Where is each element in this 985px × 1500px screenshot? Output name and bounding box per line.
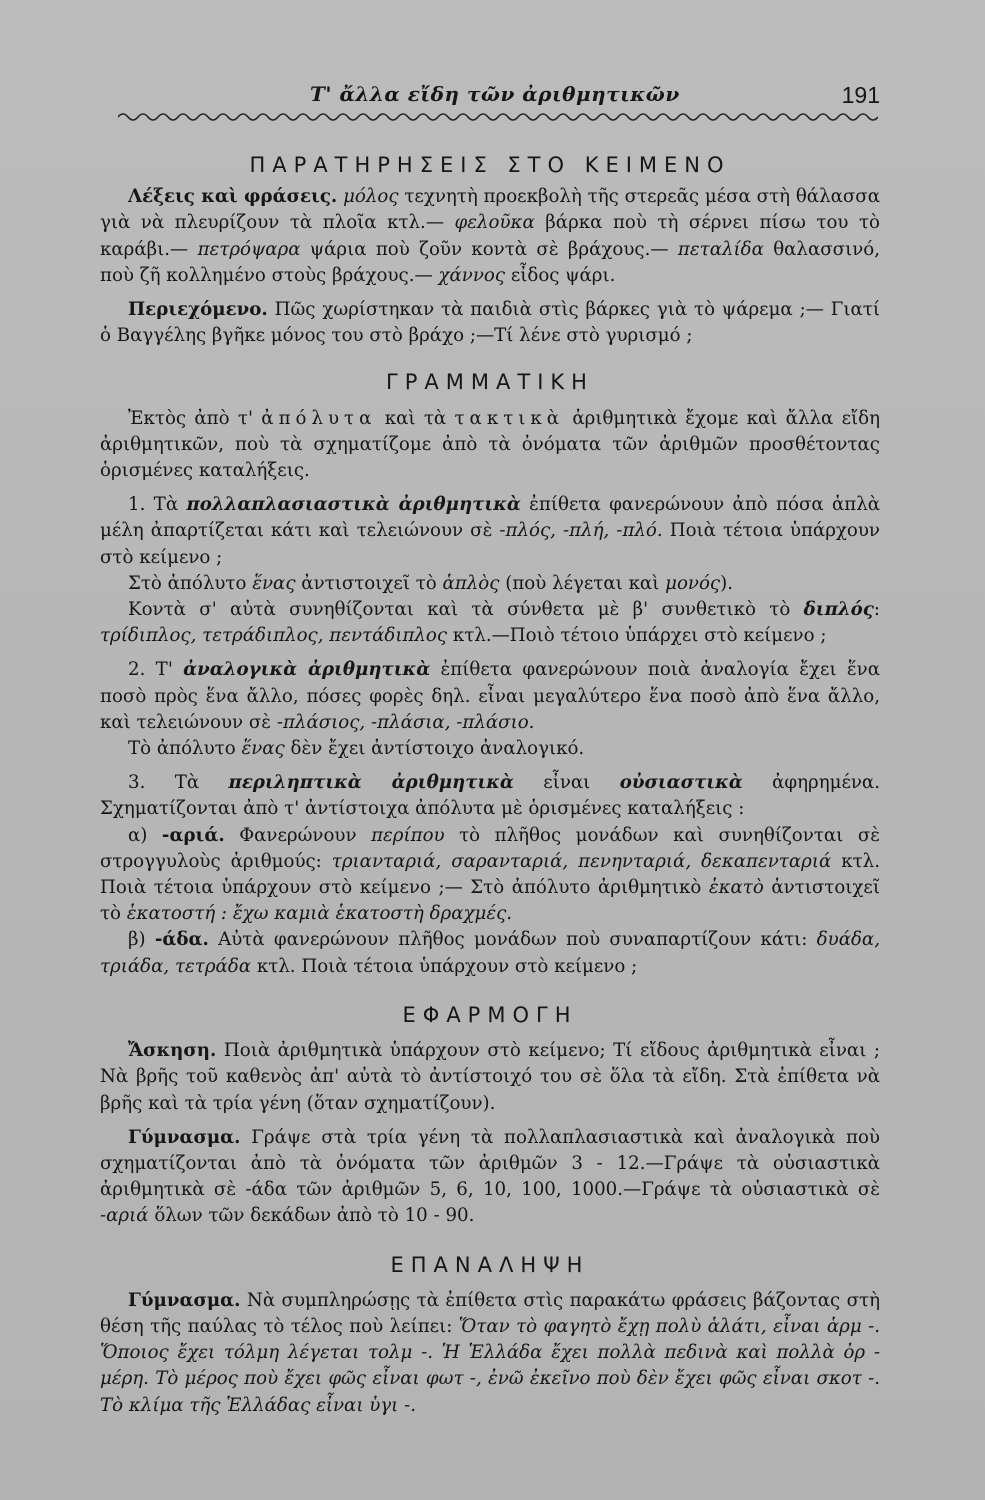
text: 2. Τ' [128,659,184,681]
multiplicative-endings: -πλός, -πλή, -πλό. [499,520,663,542]
term-aplos: ἁπλὸς [442,572,500,594]
term-ousiastika: οὐσιαστικὰ [619,772,743,794]
vocab-label: Λέξεις καὶ φράσεις. [128,186,338,208]
content-label: Περιεχόμενο. [128,299,268,321]
term-petropsara: πετρόψαρα [197,238,301,260]
term-collective: περιληπτικὰ ἀριθμητικὰ [228,772,514,794]
running-title: Τ' ἄλλα εἴδη τῶν ἀριθμητικῶν [310,82,680,106]
gymnasma-label: Γύμνασμα. [128,1126,241,1148]
page-number: 191 [841,82,880,108]
text: (ποὺ λέγεται καὶ [499,572,666,594]
text: Κοντὰ σ' αὐτὰ συνηθίζονται καὶ τὰ σύνθετα μὲ β' συνθετικὸ τὸ [128,599,804,621]
term-multiplicative: πολλαπλασιαστικὰ ἀριθμητικὰ [186,494,521,516]
grammar-intro [100,406,880,485]
def-petropsara: ψάρια ποὺ ζοῦν κοντὰ σὲ βράχους.— [300,238,678,260]
aria-examples: τριανταριά, σαρανταριά, πενηνταριά, δεκαπενταριά [331,850,832,872]
gymnasma-text: Γράψε στὰ τρία γένη τὰ πολλαπλασιαστικὰ καὶ ἀναλογικὰ ποὺ σχηματίζονται ἀπὸ τὰ ὀνόματα τῶν ἀριθμῶν 3 - 12.—Γράψε τὰ οὐσιαστικὰ ἀριθμητικὰ σὲ -άδα τῶν ἀριθμῶν 5, 6, 10, 100, 1000.—Γράψε τὰ οὐσιαστικὰ σὲ [100,1126,880,1201]
text: ). [720,572,733,594]
text: ἐπίθετα φανερώνουν ἀπὸ πόσα ἁπλὰ μέλη ἀπαρτίζεται κάτι καὶ τελειώνουν σὲ [100,494,881,542]
collective-ada-paragraph [100,927,880,979]
def-felouka: βάρκα ποὺ τὴ σέρνει πίσω του τὸ καράβι.— [100,212,880,260]
term-enas: ἕνας [252,572,296,594]
ada-examples: δυάδα, τριάδα, τετράδα [100,929,880,977]
text: : [873,599,880,621]
page-content [100,152,880,1419]
exercise-paragraph [100,1038,880,1117]
text: εἶναι [513,772,620,794]
gymnasma-paragraph [100,1125,880,1230]
text: ἀφηρημένα. Σχηματίζονται ἀπὸ τ' ἀντίστοιχα ἀπόλυτα μὲ ὁρισμένες καταλήξεις : [100,772,880,820]
text: Τὸ ἀπόλυτο [128,738,242,760]
text: κτλ. Ποιὰ τέτοια ὑπάρχουν στὸ κείμενο ; [251,955,638,977]
text: ἀντιστοιχεῖ τὸ [295,572,443,594]
term-taktika: τακτικὰ [454,407,565,429]
term-channos: χάννος [438,264,506,286]
gymnasma-text: ὅλων τῶν δεκάδων ἀπὸ τὸ 10 - 90. [148,1205,475,1227]
text: Αὐτὰ φανερώνουν πλῆθος μονάδων ποὺ συναπαρτίζουν κάτι: [208,929,817,951]
text: 1. Τὰ [128,494,187,516]
review-fill-in-phrases: Ὅταν τὸ φαγητὸ ἔχῃ πολὺ ἁλάτι, εἶναι ἁρμ -. Ὅποιος ἔχει τόλμη λέγεται τολμ -. Ἡ Ἑλλάδα ἔχει πολλὰ πεδινὰ καὶ πολλὰ ὀρ - μέρη. Τὸ μέρος ποὺ ἔχει φῶς εἶναι φωτ -, ἐνῶ ἐκεῖνο ποὺ δὲν ἔχει φῶς εἶναι σκοτ -. Τὸ κλίμα τῆς Ἑλλάδας εἶναι ὑγι -. [100,1315,880,1416]
term-proportional: ἀναλογικὰ ἀριθμητικὰ [183,659,431,681]
review-heading: ΕΠΑΝΑΛΗΨΗ [390,1252,590,1277]
text: 3. Τὰ [128,772,229,794]
review-paragraph [100,1288,880,1419]
proportional-note [100,736,880,762]
exercise-label: Ἄσκηση. [128,1040,217,1062]
term-diplos: διπλός [803,599,874,621]
text: Φανερώνουν [224,824,372,846]
intro-part: ἀριθμητικὰ ἔχομε καὶ ἄλλα εἴδη ἀριθμητικῶν, ποὺ τὰ σχηματίζομε ἀπὸ τὰ ὀνόματα τῶν ἀριθμῶν προσθέτοντας ὁρισμένες καταλήξεις. [100,407,881,482]
text: κτλ. Ποιὰ τέτοια ὑπάρχουν στὸ κείμενο ;— Στὸ ἀπόλυτο ἀριθμητικὸ [100,850,880,899]
multiplicative-paragraph [100,492,880,571]
application-heading: ΕΦΑΡΜΟΓΗ [402,1002,578,1027]
term-apoluta: ἀπόλυτα [261,407,377,429]
ending-aria: -αριά. [161,824,225,846]
ending-ada: -άδα. [154,929,209,951]
term-monos: μονός [665,572,721,594]
term-felouka: φελοῦκα [454,212,535,234]
text: δὲν ἔχει ἀντίστοιχο ἀναλογικό. [284,738,585,760]
term-molos: μόλος [343,186,399,208]
term-enas: ἕνας [241,738,285,760]
text: ἐπίθετα φανερώνουν ποιὰ ἀναλογία ἔχει ἕνα ποσὸ πρὸς ἕνα ἄλλο, πόσες φορὲς δηλ. εἶναι μεγαλύτερο ἕνα ποσὸ ἀπὸ ἕνα ἄλλο, καὶ τελειώνουν σὲ [100,659,881,733]
intro-part: Ἐκτὸς ἀπὸ τ' [128,407,262,429]
wavy-rule-divider [118,110,878,124]
ekatosti-example: ἑκατοστή : ἔχω καμιὰ ἑκατοστὴ δραχμές. [126,903,513,925]
compound-paragraph [100,597,880,649]
content-text: Πῶς χωρίστηκαν τὰ παιδιὰ στὶς βάρκες γιὰ τὸ ψάρεμα ;— Γιατί ὁ Βαγγέλης βγῆκε μόνος του στὸ βράχο ;—Τί λένε στὸ γυρισμό ; [100,299,880,347]
remarks-heading: ΠΑΡΑΤΗΡΗΣΕΙΣ ΣΤΟ ΚΕΙΜΕΝΟ [249,153,731,177]
term-ekato: ἑκατὸ [708,877,764,899]
def-channos: εἶδος ψάρι. [505,264,616,286]
def-molos: τεχνητὴ προεκβολὴ τῆς στερεᾶς μέσα στὴ θάλασσα γιὰ νὰ πλευρίζουν τὰ πλοῖα κτλ.— [100,186,880,234]
intro-part: καὶ τὰ [376,407,455,429]
text: α) [128,824,162,846]
term-petalida: πεταλίδα [677,238,764,260]
page-header [120,82,880,112]
compound-examples: τρίδιπλος, τετράδιπλος, πεντάδιπλος [100,625,448,647]
text: τὸ πλῆθος μονάδων καὶ συνηθίζονται σὲ στρογγυλοὺς ἀριθμούς: [100,824,880,872]
def-petalida: θαλασσινό, ποὺ ζῆ κολλημένο στοὺς βράχους.— [100,238,880,286]
text: β) [128,929,155,951]
review-gymnasma-text: Νὰ συμπληρώσῃς τὰ ἐπίθετα στὶς παρακάτω φράσεις βάζοντας στὴ θέση τῆς παύλας τὸ τέλος ποὺ λείπει: [100,1289,880,1337]
text: Ποιὰ τέτοια ὑπάρχουν στὸ κείμενο ; [100,520,880,568]
proportional-endings: -πλάσιος, -πλάσια, -πλάσιο. [276,711,535,733]
collective-aria-paragraph [100,823,880,928]
proportional-paragraph [100,657,880,736]
term-peripou: περίπου [371,824,445,846]
ending-aria: -αριά [100,1205,149,1227]
text: ἀντιστοιχεῖ τὸ [100,877,880,925]
content-paragraph [100,297,880,349]
collective-paragraph [100,770,880,822]
text: κτλ.—Ποιὸ τέτοιο ὑπάρχει στὸ κείμενο ; [447,625,827,647]
grammar-heading: ΓΡΑΜΜΑΤΙΚΗ [386,370,594,395]
exercise-text: Ποιὰ ἀριθμητικὰ ὑπάρχουν στὸ κείμενο; Τί εἴδους ἀριθμητικὰ εἶναι ; Νὰ βρῆς τοῦ καθενὸς ἀπ' αὐτὰ τὸ ἀντίστοιχό του σὲ ὅλα τὰ εἴδη. Στὰ ἐπίθετα νὰ βρῆς καὶ τὰ τρία γένη (ὅταν σχηματίζουν). [100,1040,880,1114]
vocabulary-paragraph [100,184,880,289]
text: Στὸ ἀπόλυτο [128,572,253,594]
aplos-paragraph [100,571,880,597]
review-gymnasma-label: Γύμνασμα. [128,1289,241,1311]
